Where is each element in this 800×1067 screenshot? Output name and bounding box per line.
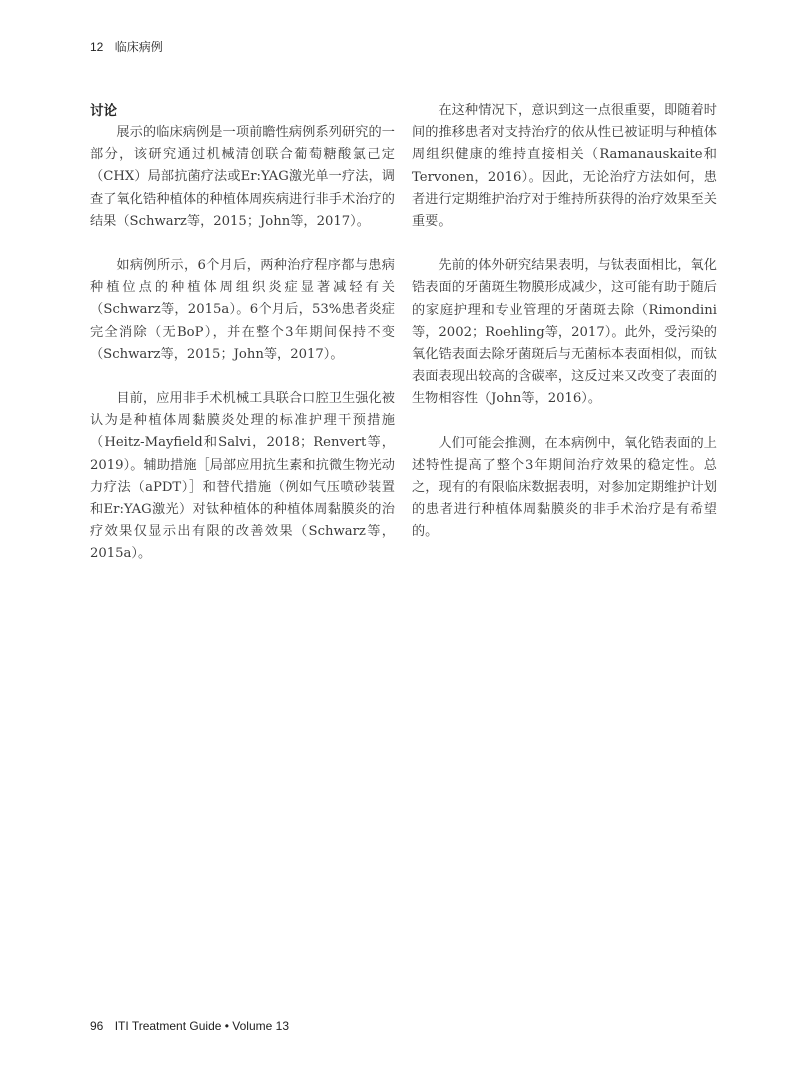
paragraph: 展示的临床病例是一项前瞻性病例系列研究的一部分，该研究通过机械清创联合葡萄糖酸氯己定（CHX）局部抗菌疗法或Er:YAG激光单一疗法，调查了氧化锆种植体的种植体周疾病进行非手术治疗的结果（Schwarz等，2015；John等，2017）。 <box>90 125 395 229</box>
footer-publication-title: ITI Treatment Guide • Volume 13 <box>114 1019 289 1033</box>
paragraph: 先前的体外研究结果表明，与钛表面相比，氧化锆表面的牙菌斑生物膜形成减少，这可能有助于随后的家庭护理和专业管理的牙菌斑去除（Rimondini等，2002；Roehling等，2017）。此外，受污染的氧化锆表面去除牙菌斑后与无菌标本表面相似，而钛表面表现出较高的含碳率，这反过来又改变了表面的生物相容性（John等，2016）。 <box>412 258 717 407</box>
header-section-title: 临床病例 <box>114 40 163 54</box>
running-header <box>90 38 163 55</box>
section-title: 讨论 <box>90 103 117 119</box>
header-page-number: 12 <box>90 40 104 54</box>
footer-page-number: 96 <box>90 1019 104 1033</box>
paragraph: 目前，应用非手术机械工具联合口腔卫生强化被认为是种植体周黏膜炎处理的标准护理干预措施（Heitz-Mayfield和Salvi，2018；Renvert等，2019）。辅助措施［局部应用抗生素和抗微生物光动力疗法（aPDT）］和替代措施（例如气压喷砂装置和Er:YAG激光）对钛种植体的种植体周黏膜炎的治疗效果仅显示出有限的改善效果（Schwarz等，2015a）。 <box>90 391 395 562</box>
right-column <box>412 100 717 566</box>
paragraph: 在这种情况下，意识到这一点很重要，即随着时间的推移患者对支持治疗的依从性已被证明与种植体周组织健康的维持直接相关（Ramanauskaite和Tervonen，2016）。因此，无论治疗方法如何，患者进行定期维护治疗对于维持所获得的治疗效果至关重要。 <box>412 103 717 230</box>
paragraph: 人们可能会推测，在本病例中，氧化锆表面的上述特性提高了整个3年期间治疗效果的稳定性。总之，现有的有限临床数据表明，对参加定期维护计划的患者进行种植体周黏膜炎的非手术治疗是有希望的。 <box>412 435 717 540</box>
paragraph: 如病例所示，6个月后，两种治疗程序都与患病种植位点的种植体周组织炎症显著减轻有关（Schwarz等，2015a）。6个月后，53%患者炎症完全消除（无BoP），并在整个3年期间保持不变（Schwarz等，2015；John等，2017）。 <box>90 258 395 362</box>
left-column <box>90 100 395 588</box>
running-footer <box>90 1019 289 1033</box>
